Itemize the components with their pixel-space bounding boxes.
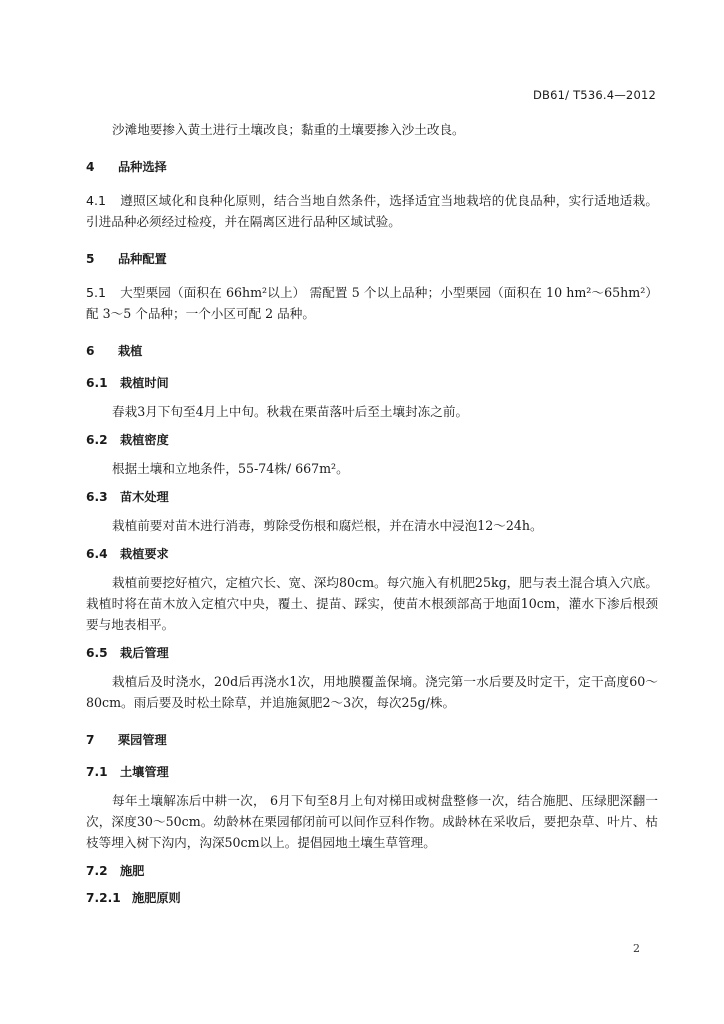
section-number: 7 [86, 733, 95, 747]
section-number: 6.1 [86, 376, 108, 390]
section-title: 栽植 [118, 344, 143, 358]
paragraph-text: 春栽3月下旬至4月上中旬。秋栽在栗苗落叶后至土壤封冻之前。 [112, 404, 469, 419]
paragraph-text: 栽植前要挖好植穴，定植穴长、宽、深均80cm。每穴施入有机肥25kg，肥与表土混合填入穴底。栽植时将在苗木放入定植穴中央，覆土、提苗、踩实，使苗木根颈部高于地面10cm，灌水下渗后根颈要与地表相平。 [86, 575, 658, 632]
section-heading [86, 862, 658, 880]
section-heading [86, 488, 658, 506]
section-number: 7.1 [86, 765, 108, 779]
section-number: 4 [86, 160, 95, 174]
section-heading [86, 374, 658, 392]
paragraph [86, 119, 658, 140]
section-title: 栽植密度 [120, 433, 169, 447]
section-title: 施肥 [120, 864, 145, 878]
paragraph [86, 401, 658, 422]
section-heading [86, 250, 658, 268]
section-title: 苗木处理 [120, 490, 169, 504]
section-number: 6.2 [86, 433, 108, 447]
section-title: 栗园管理 [118, 733, 167, 747]
section-heading [86, 158, 658, 176]
paragraph-text: 遵照区域化和良种化原则，结合当地自然条件，选择适宜当地栽培的优良品种，实行适地适栽。引进品种必须经过检疫，并在隔离区进行品种区域试验。 [86, 193, 658, 229]
document-body [86, 119, 658, 907]
paragraph [86, 671, 658, 713]
section-heading [86, 889, 658, 907]
section-number: 5 [86, 252, 95, 266]
section-title: 品种选择 [118, 160, 167, 174]
paragraph-text: 栽植后及时浇水，20d后再浇水1次，用地膜覆盖保墒。浇完第一水后要及时定干，定干高度60～80cm。雨后要及时松土除草，并追施氮肥2～3次，每次25g/株。 [86, 674, 658, 710]
paragraph [86, 458, 658, 479]
page-number: 2 [633, 942, 640, 955]
paragraph [86, 572, 658, 635]
paragraph [86, 282, 658, 324]
document-code: DB61/ T536.4—2012 [532, 88, 656, 102]
paragraph-text: 大型栗园（面积在 66hm²以上） 需配置 5 个以上品种；小型栗园（面积在 10 hm²～65hm²）配 3～5 个品种；一个小区可配 2 品种。 [86, 285, 658, 321]
section-title: 施肥原则 [132, 891, 181, 905]
paragraph [86, 190, 658, 232]
section-heading [86, 342, 658, 360]
paragraph-text: 沙滩地要掺入黄土进行土壤改良；黏重的土壤要掺入沙土改良。 [112, 122, 465, 137]
section-heading [86, 731, 658, 749]
header-rule [86, 106, 656, 107]
section-title: 栽植要求 [120, 547, 169, 561]
section-number: 7.2 [86, 864, 108, 878]
section-title: 品种配置 [118, 252, 167, 266]
paragraph [86, 515, 658, 536]
section-heading [86, 431, 658, 449]
section-heading [86, 644, 658, 662]
section-title: 栽后管理 [120, 646, 169, 660]
paragraph-text: 根据土壤和立地条件，55-74株/ 667m²。 [112, 461, 349, 476]
section-number: 6 [86, 344, 95, 358]
section-title: 土壤管理 [120, 765, 169, 779]
section-number: 6.5 [86, 646, 108, 660]
section-title: 栽植时间 [120, 376, 169, 390]
clause-number: 5.1 [86, 285, 107, 300]
section-number: 7.2.1 [86, 891, 121, 905]
section-heading [86, 763, 658, 781]
paragraph-text: 栽植前要对苗木进行消毒，剪除受伤根和腐烂根，并在清水中浸泡12～24h。 [112, 518, 543, 533]
section-heading [86, 545, 658, 563]
section-number: 6.4 [86, 547, 108, 561]
section-number: 6.3 [86, 490, 108, 504]
paragraph [86, 790, 658, 853]
paragraph-text: 每年土壤解冻后中耕一次， 6月下旬至8月上旬对梯田或树盘整修一次，结合施肥、压绿肥深翻一次，深度30～50cm。幼龄林在栗园郁闭前可以间作豆科作物。成龄林在采收后，要把杂草、叶片、枯枝等埋入树下沟内，沟深50cm以上。提倡园地土壤生草管理。 [86, 793, 658, 850]
clause-number: 4.1 [86, 193, 107, 208]
